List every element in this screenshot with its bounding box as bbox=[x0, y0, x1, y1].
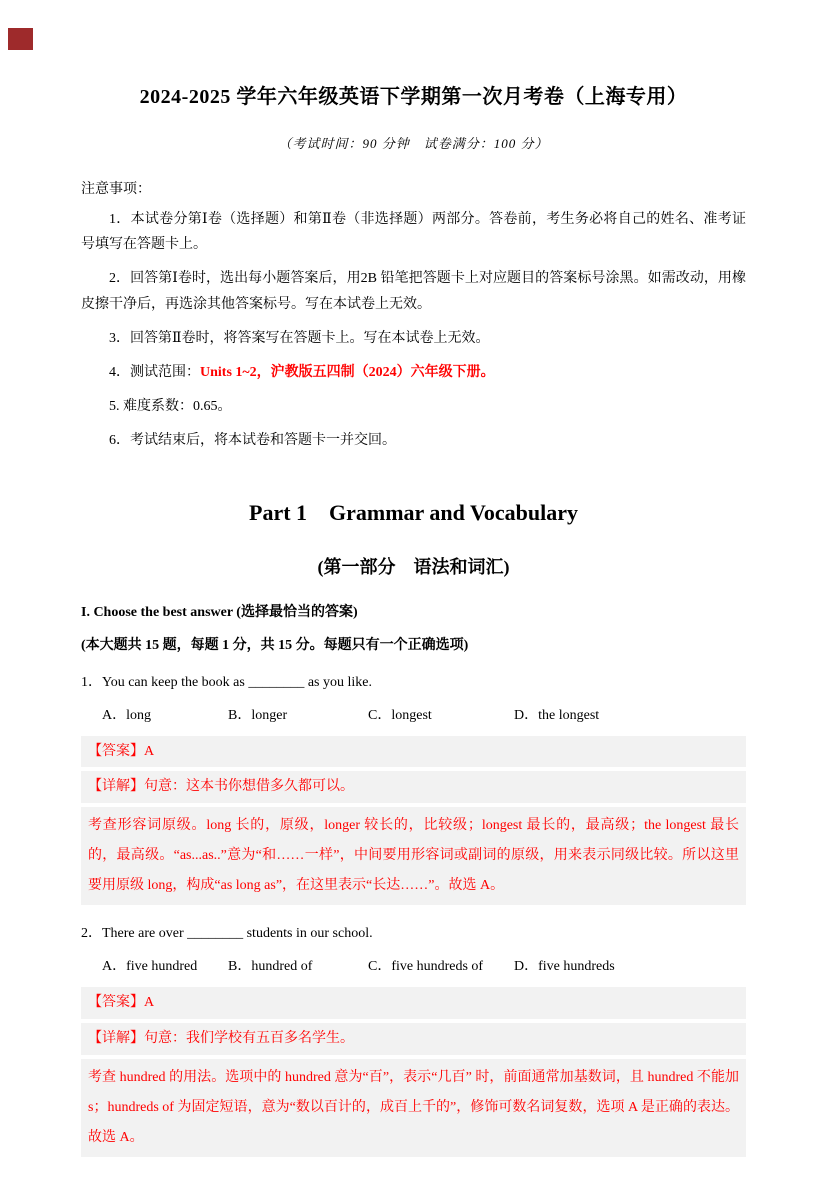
question-1 bbox=[81, 671, 746, 906]
notes-heading: 注意事项： bbox=[81, 182, 151, 197]
part1-title-chinese: (第一部分 语法和词汇) bbox=[317, 556, 510, 577]
question-1-option-b: B．longer bbox=[228, 707, 288, 723]
question-1-option-d: D．the longest bbox=[514, 707, 600, 723]
note-4-prefix: 4．测试范围： bbox=[109, 364, 200, 380]
question-2-options bbox=[81, 955, 746, 975]
question-1-option-c: C．longest bbox=[368, 707, 432, 723]
question-1-text: 1．You can keep the book as ________ as you like. bbox=[81, 674, 372, 690]
question-2-option-d: D．five hundreds bbox=[514, 959, 615, 975]
note-item-5: 5. 难度系数：0.65。 bbox=[109, 399, 232, 415]
question-2-option-b: B．hundred of bbox=[228, 959, 313, 975]
question-2-option-c: C．five hundreds of bbox=[368, 959, 484, 975]
exam-title: 2024-2025 学年六年级英语下学期第一次月考卷（上海专用） bbox=[139, 86, 688, 108]
note-item-3: 3．回答第Ⅱ卷时，将答案写在答题卡上。写在本试卷上无效。 bbox=[109, 330, 490, 346]
note-item-4 bbox=[81, 360, 746, 385]
note-item-1: 1．本试卷分第Ⅰ卷（选择题）和第Ⅱ卷（非选择题）两部分。答卷前，考生务必将自己的姓名、准考证号填写在答题卡上。 bbox=[81, 212, 746, 253]
question-2 bbox=[81, 922, 746, 1157]
question-2-text: 2．There are over ________ students in our school. bbox=[81, 926, 373, 942]
part1-title-english: Part 1 Grammar and Vocabulary bbox=[249, 499, 578, 525]
question-1-answer: 【答案】A bbox=[81, 736, 746, 768]
question-1-option-a: A．long bbox=[102, 707, 151, 723]
note-4-test-scope: Units 1~2，沪教版五四制（2024）六年级下册。 bbox=[200, 364, 495, 380]
question-1-analysis: 【详解】句意：这本书你想借多久都可以。 bbox=[81, 771, 746, 803]
section1-scoring: (本大题共 15 题，每题 1 分，共 15 分。每题只有一个正确选项) bbox=[81, 637, 469, 653]
exam-subtitle: （考试时间：90 分钟 试卷满分：100 分） bbox=[278, 136, 549, 151]
note-item-6: 6．考试结束后，将本试卷和答题卡一并交回。 bbox=[109, 433, 396, 449]
question-1-options bbox=[81, 704, 746, 724]
question-1-answer-block bbox=[81, 736, 746, 906]
question-1-explanation: 考查形容词原级。long 长的，原级，longer 较长的，比较级；longest 最长的，最高级；the longest 最长的，最高级。“as...as..”意为“和……一样”，中间要用形容词或副词的原级，用来表示同级比较。所以这里要用原级 long，构成“as long as”，在这里表示“长达……”。故选 A。 bbox=[81, 807, 746, 905]
corner-red-square bbox=[8, 28, 33, 50]
question-2-answer: 【答案】A bbox=[81, 987, 746, 1019]
note-item-2: 2．回答第Ⅰ卷时，选出每小题答案后，用2B 铅笔把答题卡上对应题目的答案标号涂黑。如需改动，用橡皮擦干净后，再选涂其他答案标号。写在本试卷上无效。 bbox=[81, 271, 746, 312]
question-2-option-a: A．five hundred bbox=[102, 959, 198, 975]
question-2-explanation: 考查 hundred 的用法。选项中的 hundred 意为“百”，表示“几百” 时，前面通常加基数词，且 hundred 不能加 s；hundreds of 为固定短语，意为“数以百计的，成百上千的”，修饰可数名词复数，选项 A 是正确的表达。故选 A。 bbox=[81, 1059, 746, 1157]
section1-heading: I. Choose the best answer (选择最恰当的答案) bbox=[81, 604, 358, 620]
question-2-analysis: 【详解】句意：我们学校有五百多名学生。 bbox=[81, 1023, 746, 1055]
question-2-answer-block bbox=[81, 987, 746, 1157]
